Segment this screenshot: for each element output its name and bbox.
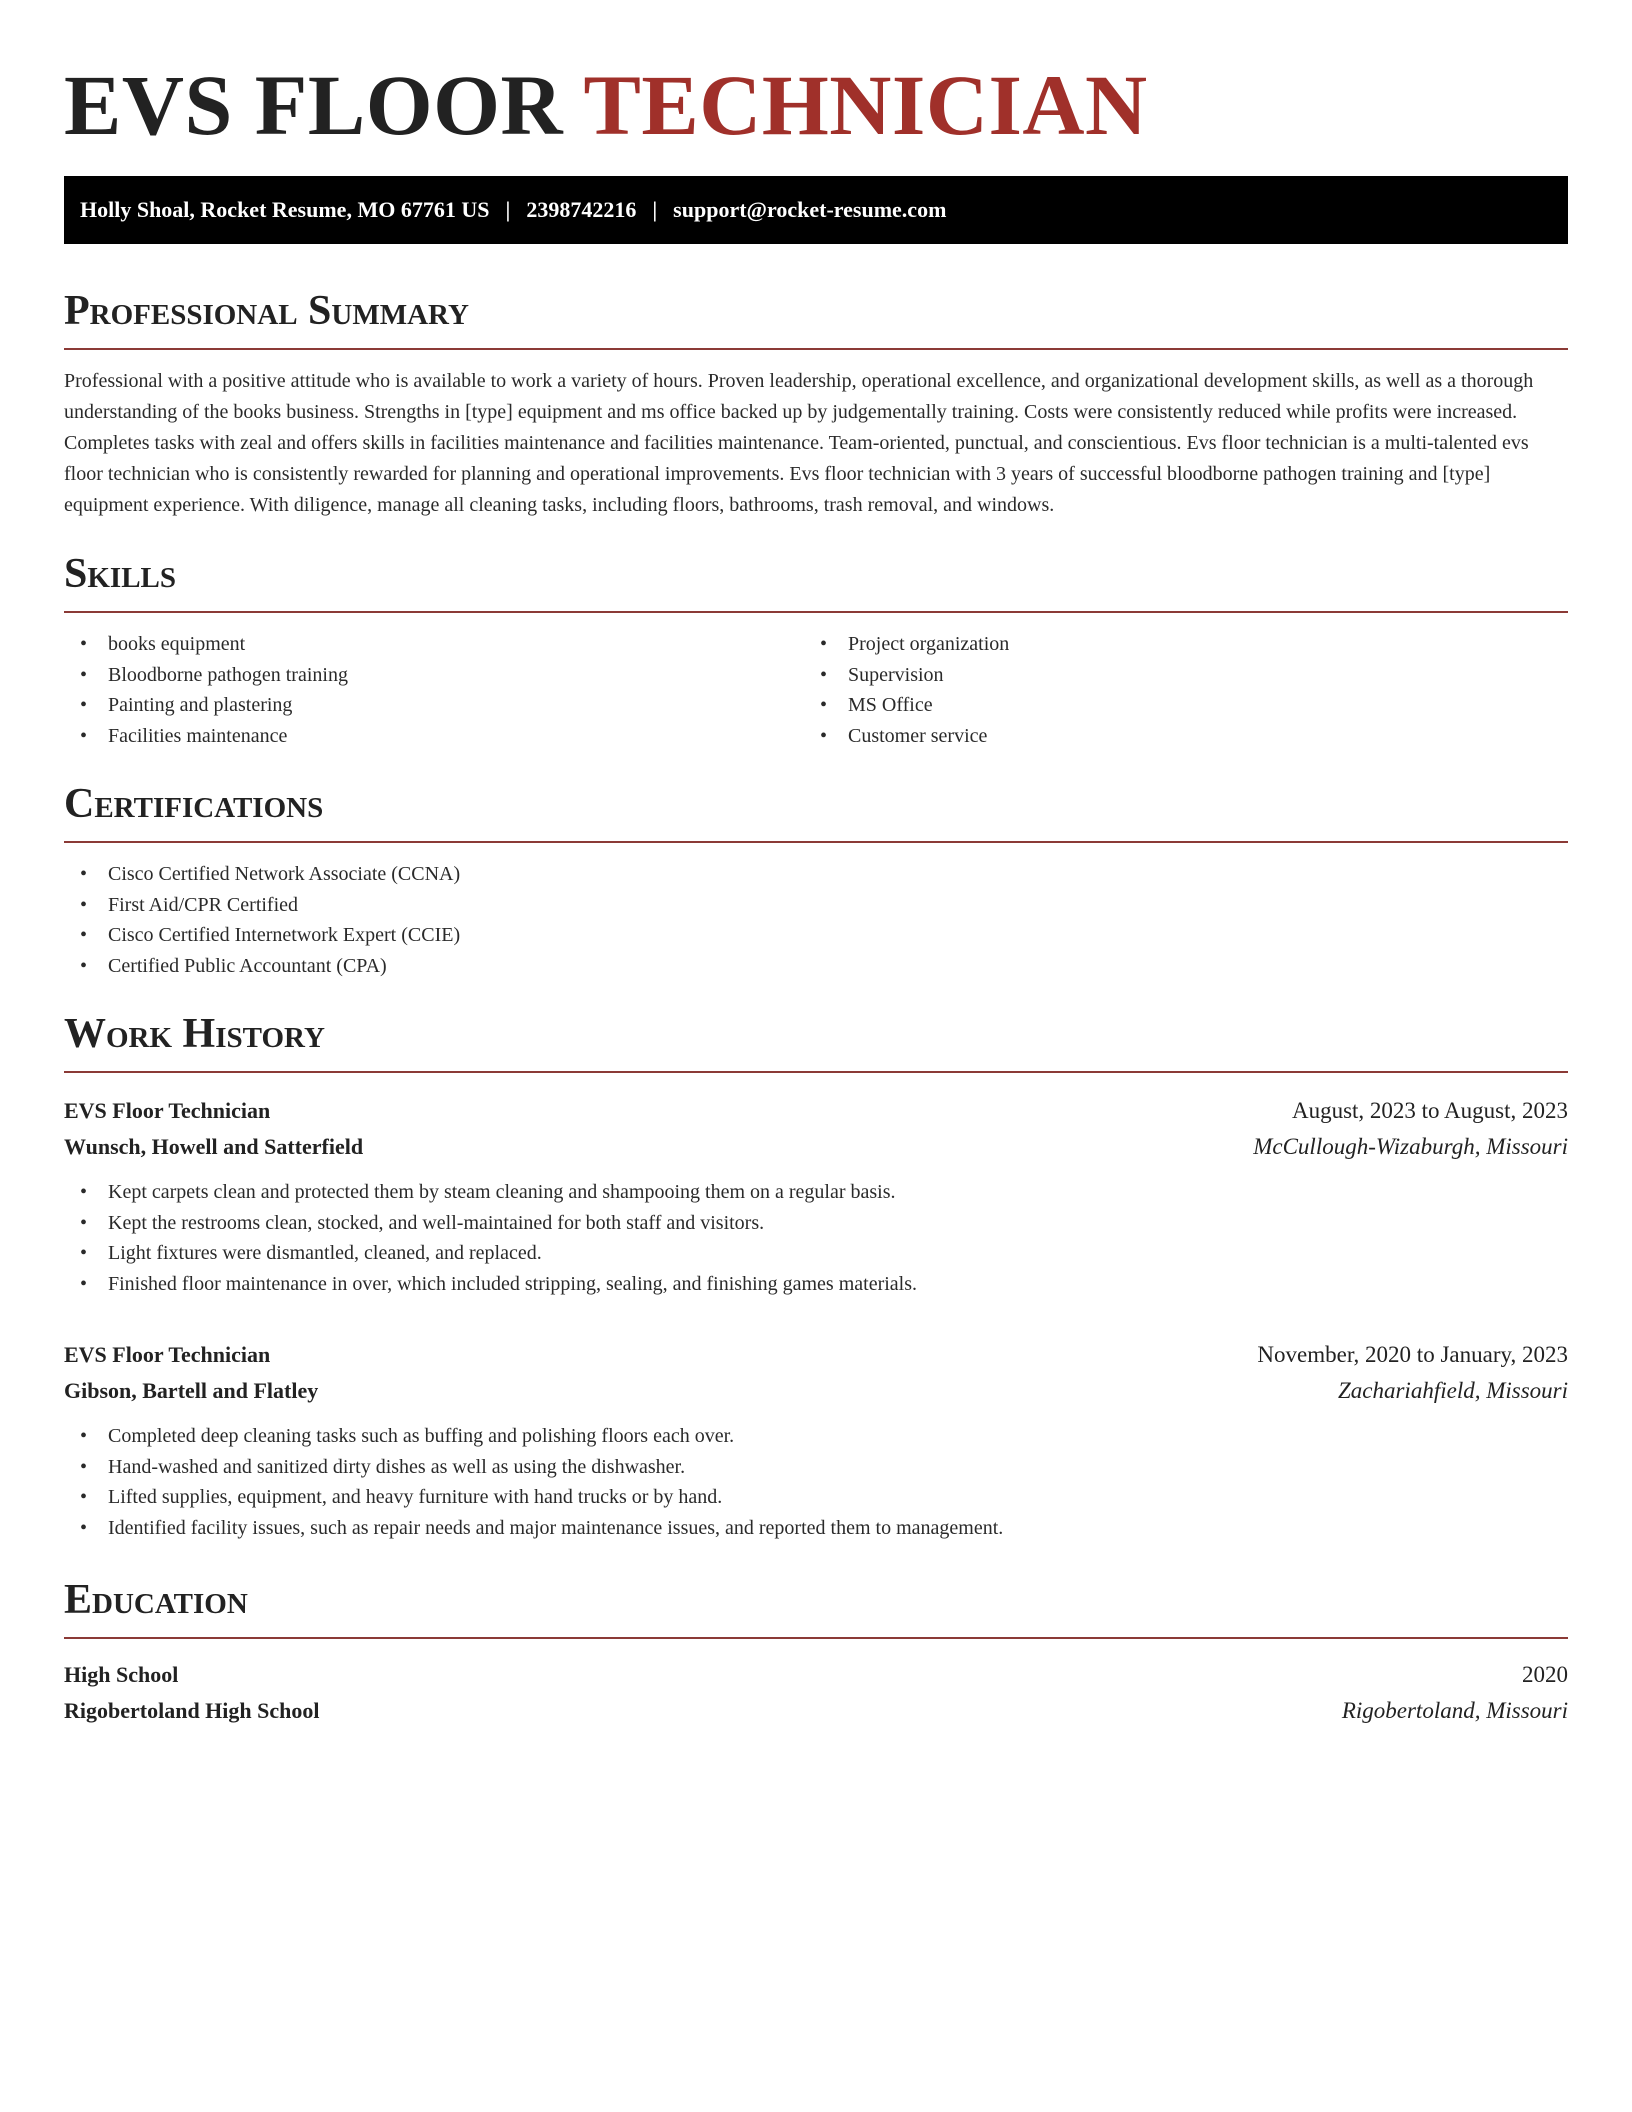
education-school-row xyxy=(64,1693,1568,1729)
certifications-section xyxy=(64,779,1568,981)
job-entry xyxy=(64,1337,1568,1543)
job-duty-item: • Kept carpets clean and protected them by steam cleaning and shampooing them on a regular basis. xyxy=(64,1177,1568,1208)
education-section xyxy=(64,1575,1568,1729)
certifications-title: Certifications xyxy=(64,779,1568,843)
resume-page xyxy=(64,0,1568,1729)
certification-item: • Cisco Certified Internetwork Expert (CCIE) xyxy=(64,920,1568,951)
resume-name-heading xyxy=(64,56,1568,154)
job-location: McCullough-Wizaburgh, Missouri xyxy=(1253,1134,1568,1159)
skills-list-right xyxy=(804,629,1544,751)
job-role: EVS Floor Technician xyxy=(64,1342,271,1367)
job-duty-item: • Completed deep cleaning tasks such as buffing and polishing floors each over. xyxy=(64,1421,1568,1452)
job-company: Gibson, Bartell and Flatley xyxy=(64,1378,319,1403)
job-duty-item: • Kept the restrooms clean, stocked, and well-maintained for both staff and visitors. xyxy=(64,1208,1568,1239)
certifications-list xyxy=(64,859,1568,981)
skill-item: • Bloodborne pathogen training xyxy=(64,660,804,691)
job-duties-list xyxy=(64,1421,1568,1543)
job-duty-item: • Light fixtures were dismantled, cleaned, and replaced. xyxy=(64,1238,1568,1269)
job-dates: November, 2020 to January, 2023 xyxy=(1257,1342,1568,1367)
certification-item: • First Aid/CPR Certified xyxy=(64,890,1568,921)
education-location: Rigobertoland, Missouri xyxy=(1341,1698,1568,1723)
job-dates: August, 2023 to August, 2023 xyxy=(1291,1098,1568,1123)
education-title: Education xyxy=(64,1575,1568,1639)
job-role: EVS Floor Technician xyxy=(64,1098,271,1123)
job-location: Zachariahfield, Missouri xyxy=(1337,1378,1568,1403)
skill-item: • MS Office xyxy=(804,690,1544,721)
skills-list-left xyxy=(64,629,804,751)
job-header-row xyxy=(64,1337,1568,1373)
name-first: EVS FLOOR xyxy=(64,57,564,153)
skill-item: • Supervision xyxy=(804,660,1544,691)
education-degree: High School xyxy=(64,1662,179,1687)
certification-item: • Cisco Certified Network Associate (CCNA) xyxy=(64,859,1568,890)
skill-item: • Customer service xyxy=(804,721,1544,752)
education-year: 2020 xyxy=(1522,1662,1568,1687)
education-entry xyxy=(64,1657,1568,1729)
skills-section xyxy=(64,549,1568,751)
skill-item: • Painting and plastering xyxy=(64,690,804,721)
job-entry xyxy=(64,1093,1568,1299)
job-header-row xyxy=(64,1093,1568,1129)
summary-text: Professional with a positive attitude who is available to work a variety of hours. Proven leadership, operational excellence, and organizational development skills, as well as a thorough understanding of the books business. Strengths in [type] equipment and ms office backed up by judgementally training. Costs were consistently reduced while profits were increased. Completes tasks with zeal and offers skills in facilities maintenance and facilities maintenance. Team-oriented, punctual, and conscientious. Evs floor technician is a multi-talented evs floor technician who is consistently rewarded for planning and operational improvements. Evs floor technician with 3 years of successful bloodborne pathogen training and [type] equipment experience. With diligence, manage all cleaning tasks, including floors, bathrooms, trash removal, and windows. xyxy=(64,370,1534,516)
skills-title: Skills xyxy=(64,549,1568,613)
education-header-row xyxy=(64,1657,1568,1693)
job-company: Wunsch, Howell and Satterfield xyxy=(64,1134,364,1159)
job-duty-item: • Finished floor maintenance in over, which included stripping, sealing, and finishing games materials. xyxy=(64,1269,1568,1300)
skills-grid xyxy=(64,629,1568,751)
summary-title: Professional Summary xyxy=(64,286,1568,350)
skill-item: • Project organization xyxy=(804,629,1544,660)
summary-section xyxy=(64,286,1568,521)
education-school: Rigobertoland High School xyxy=(64,1698,320,1723)
work-history-section xyxy=(64,1009,1568,1543)
job-company-row xyxy=(64,1129,1568,1165)
job-duties-list xyxy=(64,1177,1568,1299)
job-duty-item: • Hand-washed and sanitized dirty dishes as well as using the dishwasher. xyxy=(64,1452,1568,1483)
contact-email: support@rocket-resume.com xyxy=(673,197,947,222)
job-duty-item: • Lifted supplies, equipment, and heavy furniture with hand trucks or by hand. xyxy=(64,1482,1568,1513)
contact-bar xyxy=(64,176,1568,244)
contact-phone: 2398742216 xyxy=(526,197,637,222)
name-last: TECHNICIAN xyxy=(583,57,1148,153)
contact-separator: | xyxy=(652,197,658,222)
skill-item: • books equipment xyxy=(64,629,804,660)
contact-address: Holly Shoal, Rocket Resume, MO 67761 US xyxy=(80,197,490,222)
job-duty-item: • Identified facility issues, such as repair needs and major maintenance issues, and reported them to management. xyxy=(64,1513,1568,1544)
job-company-row xyxy=(64,1373,1568,1409)
skill-item: • Facilities maintenance xyxy=(64,721,804,752)
certification-item: • Certified Public Accountant (CPA) xyxy=(64,951,1568,982)
work-history-title: Work History xyxy=(64,1009,1568,1073)
contact-separator: | xyxy=(505,197,511,222)
